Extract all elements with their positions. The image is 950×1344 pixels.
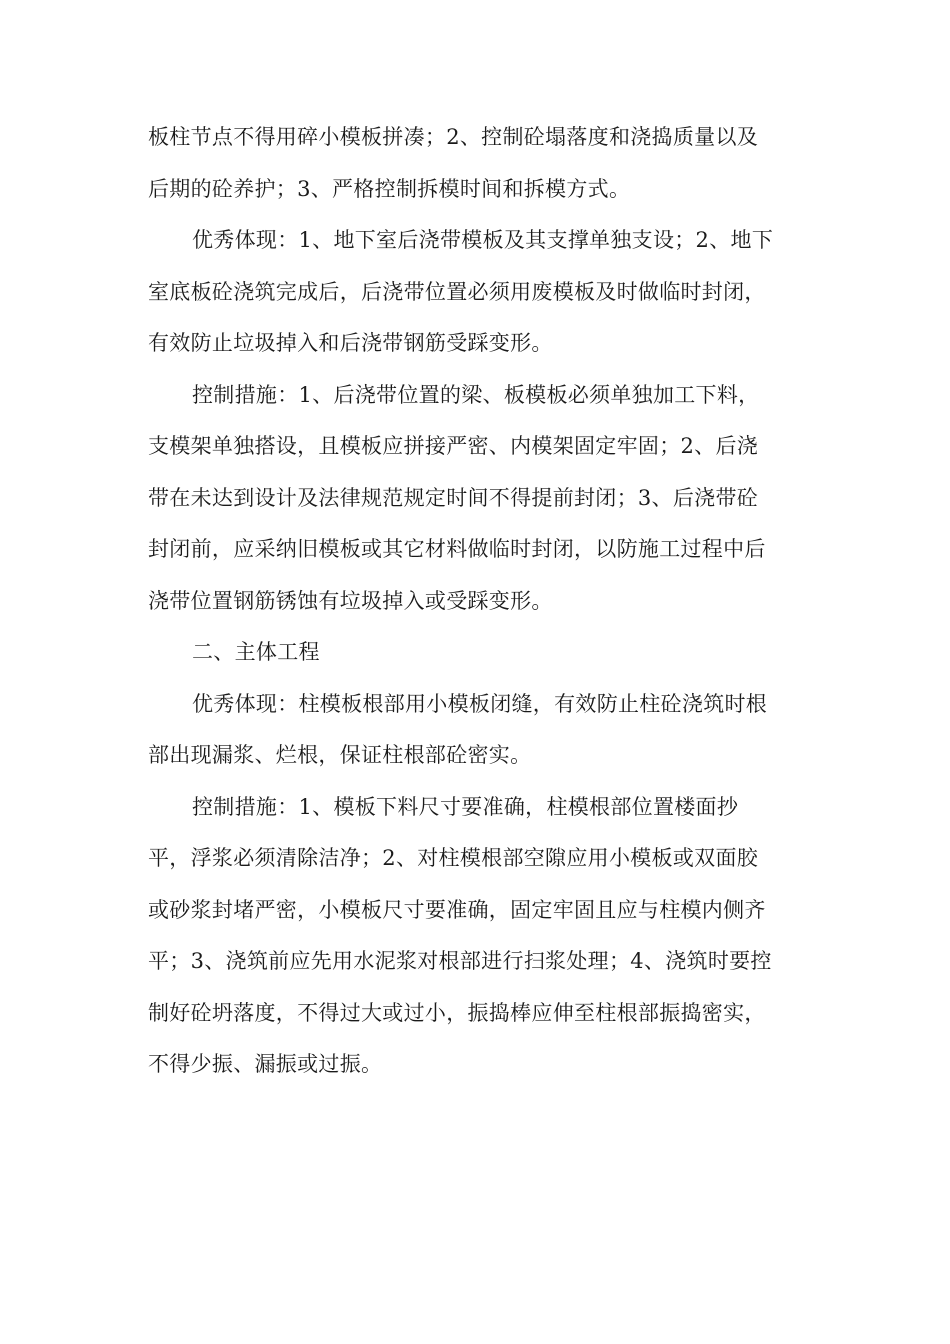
text-line: 封闭前，应采纳旧模板或其它材料做临时封闭，以防施工过程中后 [148,537,766,561]
text-line: 板柱节点不得用碎小模板拼凑；2、控制砼塌落度和浇捣质量以及 [148,125,759,149]
text-line: 平；3、浇筑前应先用水泥浆对根部进行扫浆处理；4、浇筑时要控 [148,949,772,973]
text-line: 不得少振、漏振或过振。 [148,1052,383,1076]
text-line: 带在未达到设计及法律规范规定时间不得提前封闭；3、后浇带砼 [148,485,759,510]
text-line: 支模架单独搭设，且模板应拼接严密、内模架固定牢固；2、后浇 [148,434,759,458]
text-line: 部出现漏浆、烂根，保证柱根部砼密实。 [148,743,532,767]
text-line: 平，浮浆必须清除洁净；2、对柱模根部空隙应用小模板或双面胶 [148,846,759,870]
paragraph-start-excellence: 优秀体现：1、地下室后浇带模板及其支撑单独支设；2、地下 [192,228,774,252]
text-line: 有效防止垃圾掉入和后浇带钢筋受踩变形。 [148,331,553,355]
paragraph-start-control-measures: 控制措施：1、后浇带位置的梁、板模板必须单独加工下料， [192,382,760,407]
text-line: 后期的砼养护；3、严格控制拆模时间和拆模方式。 [148,176,631,201]
paragraph-start-excellence: 优秀体现：柱模板根部用小模板闭缝，有效防止柱砼浇筑时根 [192,691,768,716]
section-heading: 二、主体工程 [192,640,320,664]
text-line: 制好砼坍落度，不得过大或过小，振捣棒应伸至柱根部振捣密实， [148,1000,766,1025]
paragraph-start-control-measures: 控制措施：1、模板下料尺寸要准确，柱模根部位置楼面抄 [192,794,739,819]
text-line: 或砂浆封堵严密，小模板尺寸要准确，固定牢固且应与柱模内侧齐 [148,897,766,922]
text-line: 室底板砼浇筑完成后，后浇带位置必须用废模板及时做临时封闭， [148,279,766,304]
text-line: 浇带位置钢筋锈蚀有垃圾掉入或受踩变形。 [148,588,553,613]
document-body [148,112,808,1091]
